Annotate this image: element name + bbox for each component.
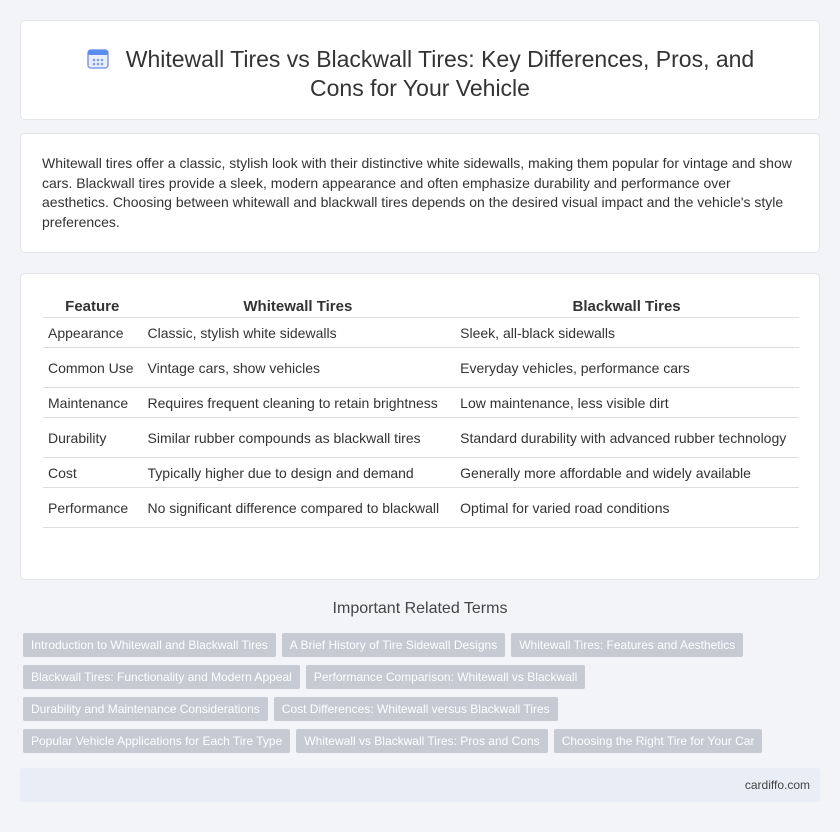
related-tags-row [23, 729, 762, 753]
page-title-text: Whitewall Tires vs Blackwall Tires: Key Differences, Pros, and Cons for Your Vehicle [125, 46, 755, 101]
cell-blackwall: Generally more affordable and widely available [454, 458, 799, 488]
cell-blackwall: Everyday vehicles, performance cars [454, 348, 799, 388]
calendar-icon [86, 48, 110, 70]
related-tags-row [23, 665, 585, 689]
cell-whitewall: Similar rubber compounds as blackwall tires [142, 418, 455, 458]
table-header-row [43, 296, 799, 318]
related-tag[interactable]: Blackwall Tires: Functionality and Modern Appeal [23, 665, 300, 689]
related-tag[interactable]: Whitewall vs Blackwall Tires: Pros and Cons [296, 729, 547, 753]
related-tag[interactable]: Performance Comparison: Whitewall vs Blackwall [306, 665, 585, 689]
table-row [43, 348, 799, 388]
comparison-card [20, 273, 820, 580]
related-tag[interactable]: Introduction to Whitewall and Blackwall Tires [23, 633, 276, 657]
cell-feature: Maintenance [43, 388, 142, 418]
cell-whitewall: No significant difference compared to blackwall [142, 488, 455, 528]
header-whitewall: Whitewall Tires [142, 296, 455, 318]
cell-feature: Appearance [43, 318, 142, 348]
table-row [43, 418, 799, 458]
intro-card [20, 133, 820, 253]
related-tag[interactable]: A Brief History of Tire Sidewall Designs [282, 633, 505, 657]
cell-feature: Performance [43, 488, 142, 528]
table-row [43, 458, 799, 488]
related-tags-row [23, 697, 558, 721]
header-feature: Feature [43, 296, 142, 318]
related-terms-heading: Important Related Terms [332, 600, 508, 617]
cell-feature: Durability [43, 418, 142, 458]
table-row [43, 488, 799, 528]
cell-blackwall: Sleek, all-black sidewalls [454, 318, 799, 348]
cell-whitewall: Vintage cars, show vehicles [142, 348, 455, 388]
cell-feature: Cost [43, 458, 142, 488]
table-row [43, 388, 799, 418]
cell-whitewall: Typically higher due to design and demand [142, 458, 455, 488]
related-tag[interactable]: Choosing the Right Tire for Your Car [554, 729, 763, 753]
cell-feature: Common Use [43, 348, 142, 388]
related-tag[interactable]: Popular Vehicle Applications for Each Tire Type [23, 729, 290, 753]
intro-paragraph: Whitewall tires offer a classic, stylish look with their distinctive white sidewalls, making them popular for vintage and show cars. Blackwall tires provide a sleek, modern appearance and often emphasize durability and performance over aesthetics. Choosing between whitewall and blackwall tires depends on the desired visual impact and the vehicle's style preferences. [42, 155, 792, 230]
cell-blackwall: Standard durability with advanced rubber technology [454, 418, 799, 458]
related-tag[interactable]: Durability and Maintenance Considerations [23, 697, 268, 721]
comparison-table [43, 296, 799, 528]
cell-whitewall: Requires frequent cleaning to retain brightness [142, 388, 455, 418]
related-tag[interactable]: Whitewall Tires: Features and Aesthetics [511, 633, 743, 657]
title-card [20, 20, 820, 120]
cell-blackwall: Optimal for varied road conditions [454, 488, 799, 528]
table-row [43, 318, 799, 348]
related-tag[interactable]: Cost Differences: Whitewall versus Blackwall Tires [274, 697, 558, 721]
page-title [61, 45, 779, 103]
footer-site-name: cardiffo.com [744, 778, 810, 792]
footer [20, 768, 820, 802]
related-tags-row [23, 633, 743, 657]
cell-blackwall: Low maintenance, less visible dirt [454, 388, 799, 418]
cell-whitewall: Classic, stylish white sidewalls [142, 318, 455, 348]
header-blackwall: Blackwall Tires [454, 296, 799, 318]
